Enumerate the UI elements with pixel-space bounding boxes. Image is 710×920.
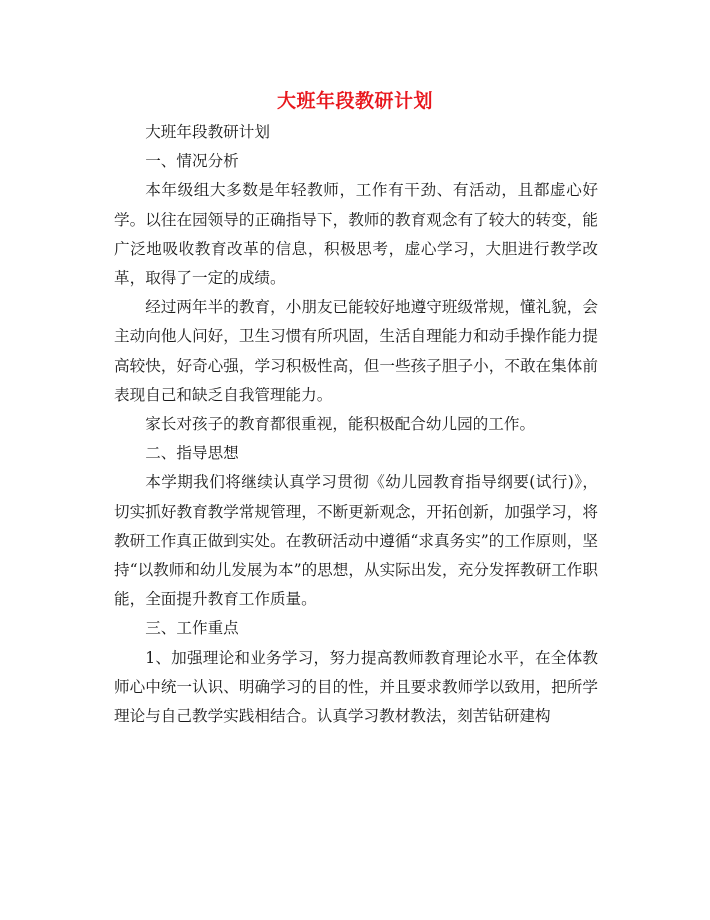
document-body: [114, 118, 598, 731]
section-heading-guiding-ideas: 二、指导思想: [145, 444, 239, 463]
section-heading-situation: 一、情况分析: [145, 152, 239, 171]
paragraph-teachers: 本年级组大多数是年轻教师，工作有干劲、有活动，且都虚心好学。以往在园领导的正确指导下，教师的教育观念有了较大的转变，能广泛地吸收教育改革的信息，积极思考，虚心学习，大胆进行教学改革，取得了一定的成绩。: [114, 181, 598, 288]
paragraph-children: 经过两年半的教育，小朋友已能较好地遵守班级常规，懂礼貌，会主动向他人问好，卫生习惯有所巩固，生活自理能力和动手操作能力提高较快，好奇心强，学习积极性高，但一些孩子胆子小，不敢在集体前表现自己和缺乏自我管理能力。: [114, 298, 598, 404]
section-heading-work-focus: 三、工作重点: [145, 619, 239, 638]
paragraph-parents: 家长对孩子的教育都很重视，能积极配合幼儿园的工作。: [145, 415, 536, 434]
document-title: 大班年段教研计划: [276, 90, 433, 112]
paragraph-guiding-ideas: 本学期我们将继续认真学习贯彻《幼儿园教育指导纲要(试行)》，切实抓好教育教学常规管理，不断更新观念，开拓创新，加强学习，将教研工作真正做到实处。在教研活动中遵循“求真务实”的工作原则，坚持“以教师和幼儿发展为本”的思想，从实际出发，充分发挥教研工作职能，全面提升教育工作质量。: [114, 473, 598, 609]
paragraph-subtitle: 大班年段教研计划: [145, 123, 270, 141]
paragraph-work-focus-1: 1、加强理论和业务学习，努力提高教师教育理论水平，在全体教师心中统一认识、明确学习的目的性，并且要求教师学以致用，把所学理论与自己教学实践相结合。认真学习教材教法，刻苦钻研建构: [114, 648, 598, 726]
